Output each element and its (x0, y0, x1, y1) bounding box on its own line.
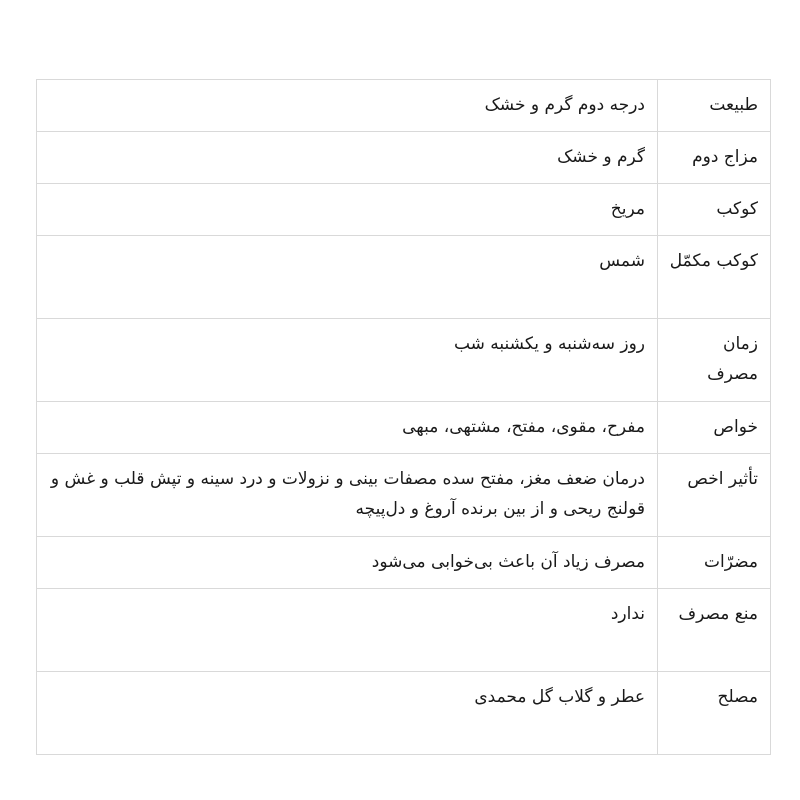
table-row (37, 589, 771, 672)
table-row (37, 80, 771, 132)
table-row (37, 537, 771, 589)
row-label: مزاج دوم (658, 132, 771, 184)
row-label: منع مصرف (658, 589, 771, 672)
row-value: مریخ (37, 184, 658, 236)
row-label: تأثیر اخص (658, 454, 771, 537)
row-label: خواص (658, 402, 771, 454)
table-row (37, 319, 771, 402)
table-row (37, 184, 771, 236)
table-row (37, 672, 771, 755)
row-value: ندارد (37, 589, 658, 672)
row-value: مفرح، مقوی، مفتح، مشتهی، مبهی (37, 402, 658, 454)
row-value: مصرف زیاد آن باعث بی‌خوابی می‌شود (37, 537, 658, 589)
table-row (37, 132, 771, 184)
table-row (37, 236, 771, 319)
table-row (37, 402, 771, 454)
row-label: مضرّات (658, 537, 771, 589)
row-value: درجه دوم گرم و خشک (37, 80, 658, 132)
row-value: گرم و خشک (37, 132, 658, 184)
row-value: شمس (37, 236, 658, 319)
row-label: مصلح (658, 672, 771, 755)
row-label: کوکب مکمّل (658, 236, 771, 319)
row-label: کوکب (658, 184, 771, 236)
row-value: درمان ضعف مغز، مفتح سده مصفات بینی و نزولات و درد سینه و تپش قلب و غش و قولنج ریحی و از بین برنده آروغ و دل‌پیچه (37, 454, 658, 537)
row-label: زمان مصرف (658, 319, 771, 402)
row-label: طبیعت (658, 80, 771, 132)
table-row (37, 454, 771, 537)
row-value: روز سه‌شنبه و یکشنبه شب (37, 319, 658, 402)
row-value: عطر و گلاب گل محمدی (37, 672, 658, 755)
properties-table (36, 79, 771, 755)
properties-table-wrapper (36, 79, 771, 755)
